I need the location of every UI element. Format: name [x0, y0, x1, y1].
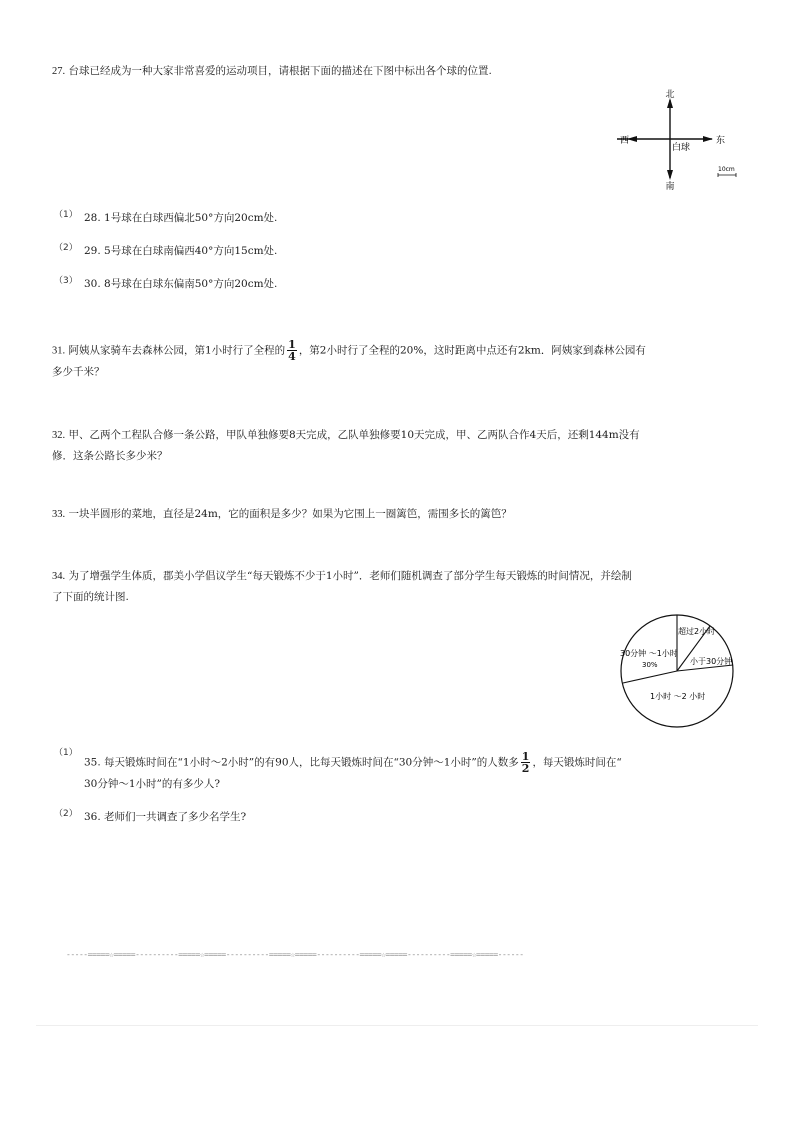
question-number: 27. [52, 66, 66, 77]
question-text: 8号球在白球东偏南50°方向20cm处. [104, 278, 278, 290]
label-1-2-hours: 1小时 ～2 小时 [650, 692, 706, 701]
fraction [521, 751, 531, 774]
question-28 [84, 208, 277, 228]
question-text: 多少千米？ [52, 366, 105, 378]
sub-tag-2: （2） [54, 809, 78, 819]
west-label: 西 [620, 136, 630, 146]
question-number: 28. [84, 212, 101, 224]
question-text: 了下面的统计图. [52, 591, 129, 603]
scale-label: 10cm [718, 166, 735, 173]
fraction-denominator: 2 [521, 762, 530, 775]
question-text: 一块半圆形的菜地，直径是24m，它的面积是多少？如果为它围上一圈篱笆，需围多长的篱笆？ [68, 508, 512, 520]
sub-tag-1: （1） [54, 210, 78, 220]
page-divider: -----=====☆=====----------=====☆=====----------=====☆=====----------=====☆=====----------=====☆=====------ [66, 950, 524, 959]
label-under-30min: 小于30分钟 [690, 657, 733, 666]
question-27 [52, 61, 492, 82]
question-31 [52, 339, 646, 382]
north-label: 北 [665, 90, 675, 100]
label-over-2-hours: 超过2小时 [678, 627, 716, 636]
question-number: 35. [84, 756, 101, 769]
pie-chart [612, 610, 742, 735]
question-number: 36. [84, 811, 101, 823]
east-label: 东 [716, 136, 726, 146]
question-32 [52, 425, 640, 466]
question-number: 33. [52, 509, 66, 520]
question-number: 32. [52, 430, 66, 441]
question-36 [84, 807, 246, 827]
sub-tag-2: （2） [54, 243, 78, 253]
compass-diagram [612, 86, 742, 196]
question-30 [84, 274, 277, 294]
question-number: 30. [84, 278, 101, 290]
question-text: 阿姨从家骑车去森林公园，第1小时行了全程的 [68, 344, 286, 357]
fraction-denominator: 4 [288, 350, 296, 363]
question-text: ，每天锻炼时间在“ [532, 756, 622, 769]
fraction-numerator: 1 [288, 338, 296, 351]
question-number: 34. [52, 571, 66, 582]
sub-tag-3: （3） [54, 276, 78, 286]
white-ball-label: 白球 [672, 143, 691, 153]
south-label: 南 [665, 182, 675, 192]
label-30min-1hour: 30分钟 ～1小时 [620, 649, 678, 658]
question-text: 老师们一共调查了多少名学生? [104, 811, 247, 823]
question-text: 1号球在白球西偏北50°方向20cm处. [104, 212, 278, 224]
question-29 [84, 241, 277, 261]
question-text: ，第2小时行了全程的20%，这时距离中点还有2km．阿姨家到森林公园有 [298, 344, 646, 357]
label-30min-1hour-percent: 30% [642, 661, 658, 669]
question-35 [84, 751, 622, 794]
bottom-rule [36, 1025, 758, 1026]
fraction-numerator: 1 [521, 750, 530, 763]
question-34 [52, 566, 632, 607]
question-text: 每天锻炼时间在“1小时～2小时”的有90人，比每天锻炼时间在“30分钟～1小时”的人数多 [104, 756, 519, 769]
question-text: 台球已经成为一种大家非常喜爱的运动项目，请根据下面的描述在下图中标出各个球的位置. [68, 65, 492, 77]
question-number: 29. [84, 245, 101, 257]
question-text: 甲、乙两个工程队合修一条公路，甲队单独修要8天完成，乙队单独修要10天完成，甲、乙两队合作4天后，还剩144m没有 [68, 429, 640, 441]
question-number: 31. [52, 345, 66, 357]
question-text: 5号球在白球南偏西40°方向15cm处. [104, 245, 278, 257]
question-text: 30分钟～1小时”的有多少人? [84, 778, 221, 790]
question-text: 为了增强学生体质，郡美小学倡议学生“每天锻炼不少于1小时”．老师们随机调查了部分学生每天锻炼的时间情况，并绘制 [68, 570, 632, 582]
question-33 [52, 504, 512, 525]
question-text: 修．这条公路长多少米？ [52, 450, 168, 462]
fraction [287, 339, 297, 362]
sub-tag-1: （1） [54, 748, 78, 758]
